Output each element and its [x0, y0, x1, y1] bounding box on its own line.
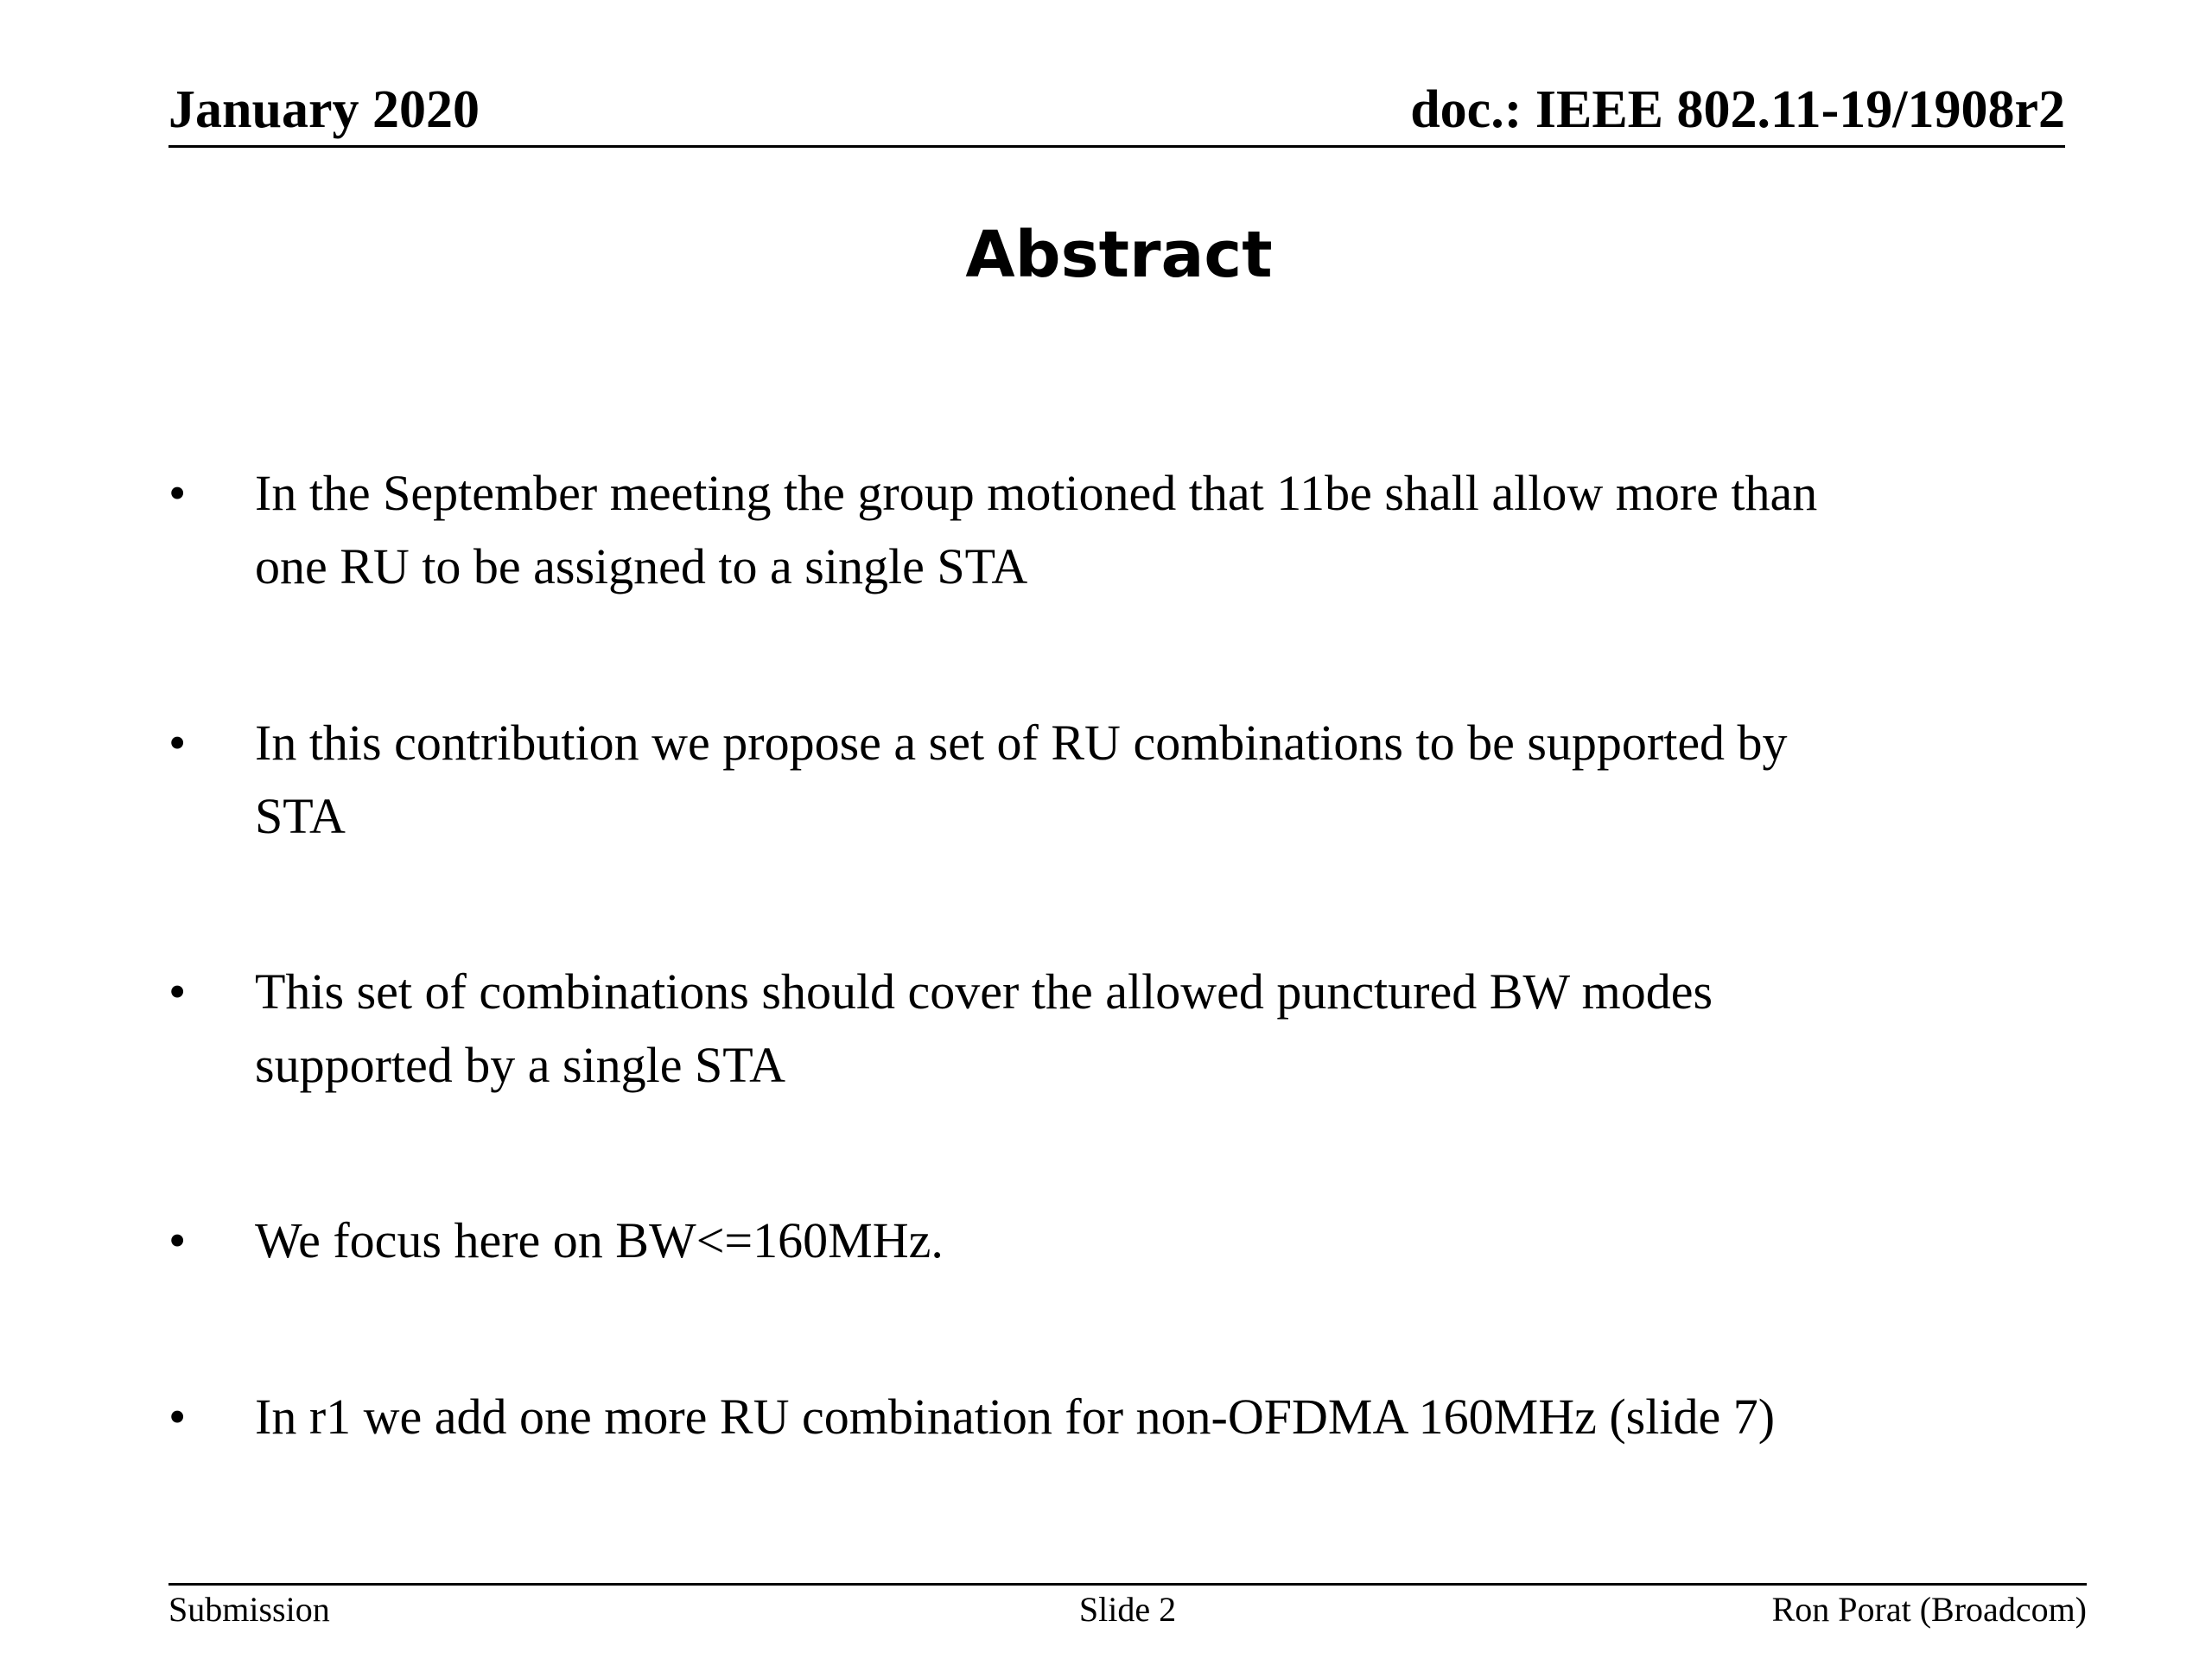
bullet-line: We focus here on BW<=160MHz.	[255, 1212, 944, 1268]
bullet-dot: •	[168, 1212, 187, 1268]
footer-submission: Submission	[168, 1590, 330, 1629]
bullet-text	[255, 456, 2069, 603]
bullet-line: STA	[255, 788, 346, 844]
bullet-dot: •	[168, 465, 187, 521]
bullet-dot: •	[168, 1389, 187, 1445]
header-doc-id: doc.: IEEE 802.11-19/1908r2	[1410, 80, 2065, 139]
footer-rule	[168, 1583, 2087, 1586]
bullet-line: In the September meeting the group motioned that 11be shall allow more than	[255, 465, 1818, 521]
slide-title: Abstract	[965, 218, 1273, 292]
bullet-line: In this contribution we propose a set of RU combinations to be supported by	[255, 715, 1788, 771]
bullet-text	[255, 706, 2069, 853]
bullet-text	[255, 1380, 2069, 1453]
bullet-dot: •	[168, 963, 187, 1020]
bullet-line: In r1 we add one more RU combination for non-OFDMA 160MHz (slide 7)	[255, 1389, 1776, 1445]
footer-slide-number: Slide 2	[1078, 1590, 1177, 1629]
header-date: January 2020	[168, 80, 480, 139]
bullet-dot: •	[168, 715, 187, 771]
footer-author: Ron Porat (Broadcom)	[1771, 1590, 2087, 1629]
bullet-text	[255, 955, 2069, 1102]
bullet-text	[255, 1204, 2069, 1277]
bullet-line: This set of combinations should cover the allowed punctured BW modes	[255, 963, 1713, 1020]
bullet-line: supported by a single STA	[255, 1037, 785, 1093]
bullet-line: one RU to be assigned to a single STA	[255, 538, 1028, 594]
bullet-list	[168, 0, 2069, 1555]
